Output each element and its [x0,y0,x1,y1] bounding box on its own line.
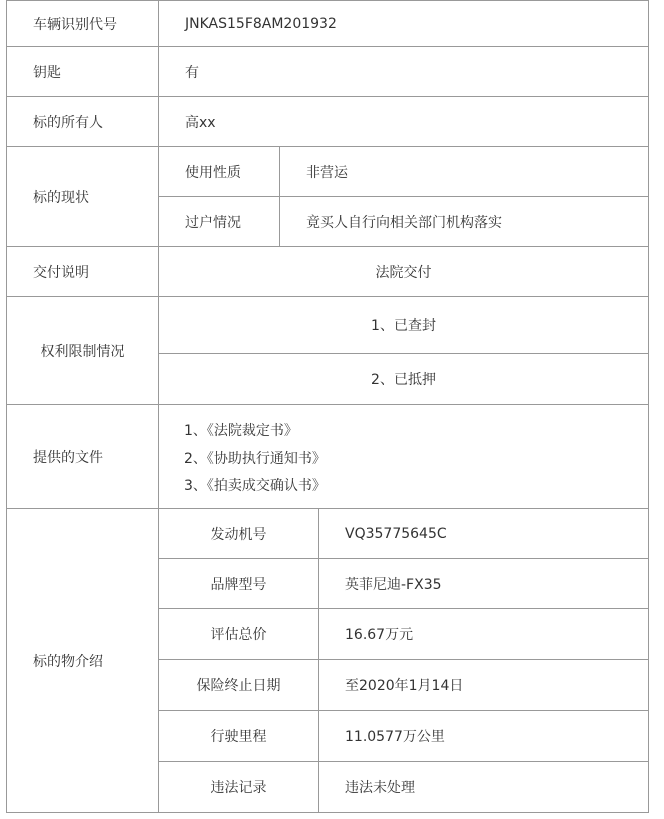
document-item: 2、《协助执行通知书》 [184,450,326,467]
intro-label: 标的物介绍 [33,653,103,670]
mileage-value: 11.0577万公里 [345,729,445,745]
restrictions-label: 权利限制情况 [40,343,125,360]
mileage-label: 行驶里程 [210,729,267,745]
documents-label: 提供的文件 [33,449,103,466]
insurance-end-label: 保险终止日期 [196,678,281,694]
document-item: 1、《法院裁定书》 [184,423,298,439]
documents-list [184,418,326,501]
restriction-item: 2、已抵押 [371,372,436,388]
transfer-value: 竟买人自行向相关部门机构落实 [306,214,502,231]
appraisal-value: 16.67万元 [345,627,414,643]
key-value: 有 [185,64,199,81]
violation-label: 违法记录 [210,780,267,796]
transfer-label: 过户情况 [185,214,241,231]
brand-model-value: 英菲尼迪-FX35 [345,576,442,593]
restriction-item: 1、已查封 [371,318,436,334]
brand-model-label: 品牌型号 [210,576,267,593]
appraisal-label: 评估总价 [210,627,267,643]
table-border [6,812,649,813]
document-item: 3、《拍卖成交确认书》 [184,478,326,494]
delivery-value: 法院交付 [375,264,432,281]
vin-value: JNKAS15F8AM201932 [185,15,337,32]
vin-label: 车辆识别代号 [33,16,117,33]
owner-label: 标的所有人 [33,114,103,131]
delivery-label: 交付说明 [33,264,89,281]
engine-no-value: VQ35775645C [345,525,447,542]
usage-value: 非营运 [306,164,348,181]
status-label: 标的现状 [33,189,89,206]
violation-value: 违法未处理 [345,780,415,796]
owner-value: 高xx [185,114,216,131]
insurance-end-value: 至2020年1月14日 [345,678,464,694]
engine-no-label: 发动机号 [210,526,267,543]
table-border [648,0,649,813]
usage-label: 使用性质 [185,164,241,181]
key-label: 钥匙 [33,64,61,81]
